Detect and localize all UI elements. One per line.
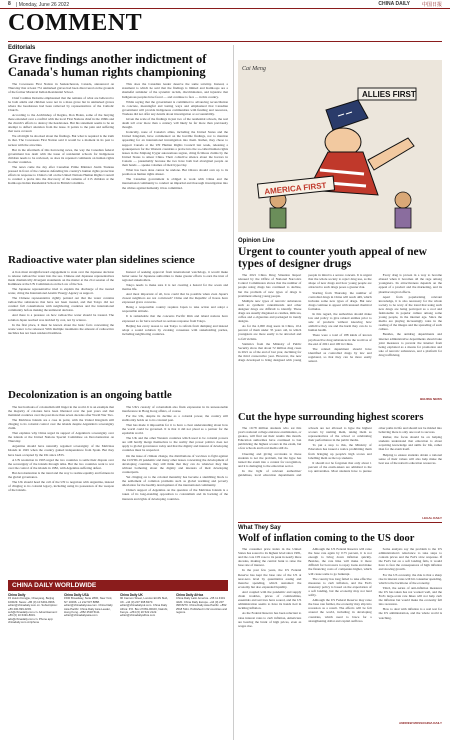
paragraph: Instead of seeking approval from international watchdogs, it would make better sense for Japanese authorities to make greater efforts to earn the trust of regional stakeholders. (122, 269, 228, 282)
opinion-2-byline: LEGAL DAILY (422, 516, 442, 521)
paragraph: In this regard, the authorities should make law and policy to give related entities prior to sale of products without knowing how addictive they are and the harm they can do to human health. (308, 311, 372, 333)
paragraph: This does the Canadian leader deserve the same scrutiny. Instead, a statement to which he said that the findings is limited and Kamloops are a shameful reminder of the systemic racism, discrimination, and injustice that Indigenous peoples have faced — and continue to face — in this country. (122, 82, 228, 99)
brand-name: CHINA DAILY (378, 1, 410, 7)
paragraph: In the light of relevant authorities' guidelines, local education departments and schools are not allowed to hype the highest scorers by naming them, taking them as representatives of the school or celebrating their performance in the public media. (238, 426, 372, 478)
opinion-2-body (238, 426, 442, 514)
paragraph: Apart from popularizing relevant knowledge, it is also necessary for the whole society to be wary of the trend that using such new drugs are being portrayed as a cool and fashionable in popular culture among some young people, in the internet age. Since the media are playing increasingly roles in the reading of the images and the spreading of such culture. (378, 294, 442, 332)
paragraph: The related department should have identified as controlled drugs by law and regulated, so that they can be more easily seized. (308, 346, 372, 363)
paragraph: The news came the day after Canadian Prime Minister Justin Trudeau pressed in front of the cameras defending his country's human rights protection efforts in response to China's call on the United Nations Human Rights Council to conduct a probe into the discovery of the remains of 215 children at the Kamloops Indian Residential School in British Columbia. (8, 165, 114, 186)
paragraph: Argentina should have naturally regained sovereignty of the Malvinas Islands in 1945 when the country gained independence from Spain. But they have been occupied by the UK since 1833. (8, 444, 114, 457)
cartoon-label-top: ALLIES FIRST (362, 90, 416, 99)
paragraph: In the past few years, the US Federal Reserve has kept the base rate of the US at near-zero level by quantitative easing and massive spending, which sustained the economy but also expanded liquidity. (238, 568, 302, 589)
paragraph: Rather, the focus should be on helping students understand that education is about acquiring knowledge and skills for life, rather than for the exam itself. (378, 435, 442, 452)
section-rule (8, 41, 442, 42)
page-number: 8 (8, 1, 11, 7)
what-they-say-headline: Wolf of inflation coming to the US door (238, 533, 415, 544)
paragraph: The Malvinas Islands are a case in point, with the United Kingdom still clinging to its colonial control over the islands despite Argentina's sovereignty claim. (8, 417, 114, 431)
paragraph: That explains why China urged its support of Argentina's sovereignty over the islands at the United Nations Special Committee on Decolonization on Thursday. (8, 431, 114, 444)
info-column-name: China Daily (8, 593, 26, 597)
paragraph: Chief Cadmus Delorme emphasized that the remains of what are believed to be both adults and children were not in a mass grave but in unmarked graves where the headstones had been removed by representatives of the Catholic Church. (8, 95, 114, 112)
paragraph: Every drug is proven in a way to become abused when it becomes all the rage among youngsters. Its attractiveness depends on the appeal of a product and the marketing, and its pharmacological effects. (378, 273, 442, 294)
brand-name-chinese: 中国日报 (421, 2, 442, 8)
paragraph: In the first place, it must be known about the basic facts concerning the waste water to be released. With multiple treatments the amount of radioactive nuclides has not been rendered harmless. (8, 322, 114, 335)
paragraph: Beijing has every reason to ask Tokyo to refrain from dumping and instead adopt a sound solution by evoking consensus with stakeholding parties, including neighboring countries. (122, 323, 228, 336)
paragraph: The country has long failed to take effective measures to curb inflation, and the Fed's monetary policy is based on the expectation of a soft landing, but the economy may not land softly. (308, 576, 372, 598)
paragraph: On the issue of climate change, the distributions of vaccines to fight against the COVID-19 pandemic and many other issues concerning the development of developing countries, they still think that they can do whatever they like without bothering about the dignity and interests of their developing counterparts. (122, 453, 228, 474)
paragraph: China's support of Argentina on the question of the Malvinas Islands is a token of its long-standing opposition to colonialism and its backing of the interests and rights of developing countries. (122, 488, 228, 501)
info-column (120, 594, 172, 625)
what-they-say (238, 522, 442, 725)
paragraph: For the US economy, the risk is that a sharp rise in interest rates will hit consumer spending, which is the backbone of the economy. (378, 572, 442, 585)
cartoon-credit: Cai Meng (242, 66, 266, 72)
editorial-2-headline: Radioactive water plan sidelines science (8, 254, 195, 266)
paragraph: Tokyo needs to make sure it is not creating a hazard for the ocean and marine life. (122, 282, 228, 291)
paragraph: The UK's custody of colonialism also finds expression in its unreasonable interference in Hong Kong affairs, of course. (122, 404, 228, 413)
paragraph: The Japanese representative tried to explain the discharge of the treated water, citing the International Atomic Energy Agency as support. (8, 286, 114, 296)
paragraph: Starting from Thursday, the number of controlled drugs in China will reach 449, which includes some new types of drugs. But new drugs continue to appear with unusual chemical formulas. (308, 290, 372, 311)
opinion-1-body (238, 273, 442, 395)
info-column-name: China Daily UK (120, 593, 143, 597)
opinion-line-2 (238, 412, 442, 520)
paragraph: And most important of all, how could that be possible when even Japan's closest neighbors are not convinced? China and the Republic of Korea have expressed grave concerns. (122, 292, 228, 305)
paragraph: And coupled with the pandemic and supply chain troubles, prices of commodities, essentials and services have soared, and the US administration seems to have its hands tied in tackling inflation. (238, 589, 302, 611)
paragraph: We all might be shocked about the findings. But what is required is the truth in that. The Cowessess First Nation said it would be a moment in its past to reckon with the atrocities. (8, 134, 114, 147)
editorial-2 (8, 255, 228, 390)
paragraph: The UK should heed the call of the UN to negotiate with Argentina, instead of clinging to its colonial legacy, including using its possession of the weapon of the islands. (8, 480, 114, 493)
info-box-columns (8, 591, 228, 625)
paragraph: And there is a pressure on how radioactive water should be treated. The solution Japan reached was decided by cost, not by science. (8, 313, 114, 322)
paragraph: But in the aftermath of this harrowing news, the way the Canadian federal government has dealt with the issue of residential schools for Indigenous children needs to be reviewed, as does its repeated comments on human rights in other countries. (8, 147, 114, 164)
paragraph: While saying that the government is committed to advancing reconciliation in concrete, meaningful and lasting ways and emphasized that Canadian government will provide Indigenous communities with funding and resources, Trudeau did not offer any details about investigation or accountability. (122, 99, 228, 116)
cartoon-illustration (238, 60, 442, 232)
paragraph: Third, the series of anti-inflation measures the US has taken has not worked well, and the Fed's large-scale rate hikes will not help curb the inflation but would make the economy fall into recession. (378, 585, 442, 607)
opinion-line-1 (238, 238, 442, 401)
paragraph: Cheering and giving accolades to these students is not the problem, but the hype has turned the exam into a contest for recognition, and it is damaging to the education sector. (238, 451, 302, 468)
paragraph: The 2021 China Drug Situation Report released by the Office of National Narcotics Control Commission shows that the number of people using drugs has continued to decline, but the problem of new types of drugs is prominent among young people. (238, 273, 302, 298)
paragraph: Multiple new types of narcotic substances such as synthetic cannabinoids and other designer drugs are difficult to identify. These drugs are usually disguised as candies, milk tea, coffee and e-cigarettes and packaged in trendy designs. (238, 298, 302, 324)
paragraph: Statistics from the Ministry of Public Security show that about 72 million drug cases in 2021 as of the end of last year, declining for the third consecutive year. However, the new drugs developed to bring designed with young people in mind is a severe concern. It is urgent that the whole society to reject drug use, as the shape of new drugs and how young people are attracted to such drugs poses a greater risk. (238, 273, 372, 362)
paragraph: The Canadian government is obliged to work with China and the international community to conduct an impartial and thorough investigation into the crimes against humanity it has committed. (122, 177, 228, 190)
editorial-3 (8, 390, 228, 577)
political-cartoon (238, 60, 442, 232)
section-rule (238, 522, 442, 523)
editorial-3-body (8, 405, 228, 577)
editorial-3-headline: Decolonization is an ongoing battle (8, 389, 172, 401)
section-title: COMMENT (8, 10, 143, 36)
paragraph: The Chinese representative rightly pointed out that the water contains radioactive substances that have not been treated, and that Tokyo did not conduct full consultations with neighboring countries and the international community before making the unilateral decision. (8, 296, 114, 313)
issue-date: | Monday, June 26 2022 (16, 2, 70, 8)
paragraph: The consumer price index in the United States has soared to its highest level since 1981, and the core CPI rose to its peak in nearly three decades, making the central bank to raise the base rate of interest. (238, 547, 302, 568)
cartoon-label-bottom: AMERICA FIRST (263, 180, 327, 197)
paragraph: Being a responsible country requires Japan to take action and adopt a responsible attitude. (122, 305, 228, 314)
info-column-text: 15 Huixin Dongjie, Chaoyang, Beijing 100029. News: +86 (0) 10 6491-8366. editor@chinadaily.com.cn. Subscription: +86 400-699-0203. sub@chinadaily.com.cn. Advertisement: +86 (0) 10 6491-8631. ads@chinadaily.com.cn. Phone app: chinadaily.com.cn/iphone (8, 596, 58, 625)
paragraph: There were a total of 188 kinds of known psychoactive drug substances in the world as of the end of 2021 and 100 in China. (308, 333, 372, 346)
editorials-kicker: Editorials (8, 45, 36, 51)
paragraph: Yet clinging on to the colonial mentality has become a stumbling block to the settlement of common problems such as global warming and poverty alleviation for the healthy development of the international community. (122, 475, 228, 488)
what-they-say-kicker: What They Say (238, 525, 281, 531)
editorial-2-body (8, 270, 228, 390)
paragraph: Besides, the antidrug departments and internet administrative departments should take joint measures to prevent the internet from being exploited as a means for promotion and sale of narcotic substances, and a platform for drug trafficking. (378, 332, 442, 357)
paragraph: The Cowessess First Nation in Saskatchewan, Canada, announced on Thursday that at least 751 unmarked graves had been discovered on the grounds of the former Marieval Indian Residential School. (8, 82, 114, 95)
contact-info-box (8, 580, 228, 740)
paragraph: Given the scale of the findings in just two of the residential schools, the real death toll over more than a century will likely be far more than previously thought. (122, 117, 228, 130)
masthead (0, 0, 450, 9)
paragraph: To put a stop to this, the Ministry of Education has issued a notice prohibiting them from bringing up people's high scores and labelling them as the top students. (308, 443, 372, 460)
paragraph: Although the US Federal Reserve will raise the base rate again by 0.75 percent, it is not enough to bring down inflation quickly. Besides, the rate hike will make it more difficult for borrowers to repay loans and make the financing costs of companies higher, which will cause some to go bankrupt. (308, 547, 372, 576)
column-divider (233, 45, 234, 740)
opinion-1-headline: Urgent to counter youth appeal of new types of designer drugs (238, 246, 427, 271)
what-they-say-byline: ANDREW MOSS/CHINA DAILY (399, 721, 442, 726)
paragraph: A UN resolution in 1965 urged the two countries to settle their dispute over the sovereignty of the islands through talks. But the two countries went to war over the control of the islands in 1982, with Argentina suffering defeat. (8, 457, 114, 470)
paragraph: Helping to ensure students obtain a rational sense of their values will also help make the best use of the nation's education resources. (378, 452, 442, 465)
paragraph: The last holdouts of colonialism still linger in the world. It is an example that the majority of colonies have been liberated over the past years and that mainland countries over the past more than seven decades after World War Two. (8, 404, 114, 417)
info-column-text: 90 Cannon Street, London EC4N 6HA, UK. +44 (0) 207 398 8270. editor@chinadailyuk.com. China Daily Africa: P.O. Box 27281-00100, Nairobi, Kenya. +254 (0) 20 522 2122. editor@chinadailyafrica.com (120, 596, 169, 618)
paragraph: The UK and the other Western countries which used to be colonial powers are still hardly merge themselves to the reality that power politics does not apply to global governance today and that the dignity and interest of developing countries must be respected. (122, 436, 228, 453)
info-column-name: China Daily Africa (176, 593, 204, 597)
opinion-2-headline: Cut the hype surrounding highest scorers (238, 412, 424, 423)
paragraph: As for the 2,000 drug users in China, 10.4 percent of them under 35 years old, in which youngsters are more easily to be attracted and to fall victims. (238, 324, 302, 341)
paragraph: The 10.78 million students who sat this year's national college entrance examination, or gaokao, will find out their results this month. Education authorities have continued to ban publicizing the highest scorers in the exam, but a few schools and local media still do. (238, 426, 302, 451)
paragraph: Although the US Federal Reserve may raise the base rate further, the economy may slip into recession as a result. The effects will be felt around the world, including in developing countries, which need to brace for a strengthening dollar and capital outflows. (308, 598, 372, 623)
paragraph: Ironically, none of Canada's allies, including the United States and the United Kingdom, have commented on the horrible findings, not to mention appealing for an international investigation into them. Rather, they chose to support Canada at the UN Human Rights Council last week, releasing a spokesperson for the Western countries a probe into the so-called human rights issues in the Xinjiang Uygur autonomous region, citing fictitious claims by the United States to smear China. Their collective silence about the horrors in Canada — presumably because the two have both had aboriginal people on their hands — speaks volumes of their hypocrisy. (122, 130, 228, 168)
paragraph: It should not be forgotten that only about 1 percent of the exam-takers are admitted to the top universities. Most students have to pursue other paths in life and should not be misled into believing there is only one road to success. (308, 426, 442, 473)
paragraph: What has been done cannot be undone. But Ottawa should own up to its position as human rights abuser. (122, 168, 228, 177)
paragraph: But decolonization is the trend and the way to realize equality and fairness in the global governance. (8, 470, 114, 480)
paragraph: A lion must straightforward engagement to state over the Japanese decision to release radioactive water into the sea. Chinese and Japanese representatives made dramatically divergent statements on the matter at the 21st session of the Kamikaze at the UN Commission on the Law of the Sea. (8, 269, 114, 286)
info-box-title: CHINA DAILY WORLDWIDE (8, 580, 228, 591)
editorial-1 (8, 45, 228, 247)
info-column-text: 1500 Broadway, Suite 2800, New York, NY 10036. +1 212 537 8888. editor@chinadailyusa.com. China Daily Asia Pacific: China Daily Asia Leader, Hong Kong. +852 2518 5111. editor@chinadailyasia.com (64, 596, 113, 618)
paragraph: That has made it impossible for it to have a clear understanding about how the world could be governed. It is that it did not plead as a partner for the equitable world. (122, 422, 228, 436)
paragraph: Some analysts say the problem is the US administration's reluctance to take steps to contain prices and the Fed's slow response. If the Fed's bet on a soft landing fails, it would have to face the consequences of high inflation and slowing growth. (378, 547, 442, 572)
info-column-name: China Daily USA (64, 593, 89, 597)
what-they-say-body (238, 547, 442, 719)
paragraph: For the UK, despite its decline as a colonial power, the country still stubbornly holds on to its colonial past. (122, 413, 228, 422)
opinion-line-kicker: Opinion Line (238, 238, 275, 244)
paragraph: It is remarkable that the concerns Pacific Rim and island nations have expressed so far have received no serious response from Tokyo. (122, 314, 228, 323)
editorial-1-headline: Grave findings another indictment of Canada's human rights championing (8, 52, 207, 80)
info-column (64, 594, 116, 625)
editorial-1-body (8, 82, 228, 247)
paragraph: As the Federal Reserve has been reluctant to raise interest rates to curb inflation, Americans are bearing the brunt of high prices, even as wages rise. (238, 611, 302, 628)
info-column (8, 594, 60, 625)
info-column (176, 594, 228, 625)
info-column-text: China Daily Latin America. +55 11 4301 4220. China Daily Europe. +44 (0) 207 398 8270. China Daily Asia Pacific. +852 2518 5111. Published in 62 countries and regions. (176, 596, 228, 615)
paragraph: According to the Archbishop of Regina, Don Bolen, some of the burying there extended over a conflict with the local First Nations chief in the 1960s and the church's efforts to destroy the headstones. But his statement seems to be an attempt to deflect attention from the issue. It points to the pain and suffering that were covered. (8, 112, 114, 134)
paragraph: How to deal with inflation is a real test for the US administration, and the whole world is watching. (378, 607, 442, 620)
opinion-1-byline: BEIJING NEWS (420, 397, 442, 402)
